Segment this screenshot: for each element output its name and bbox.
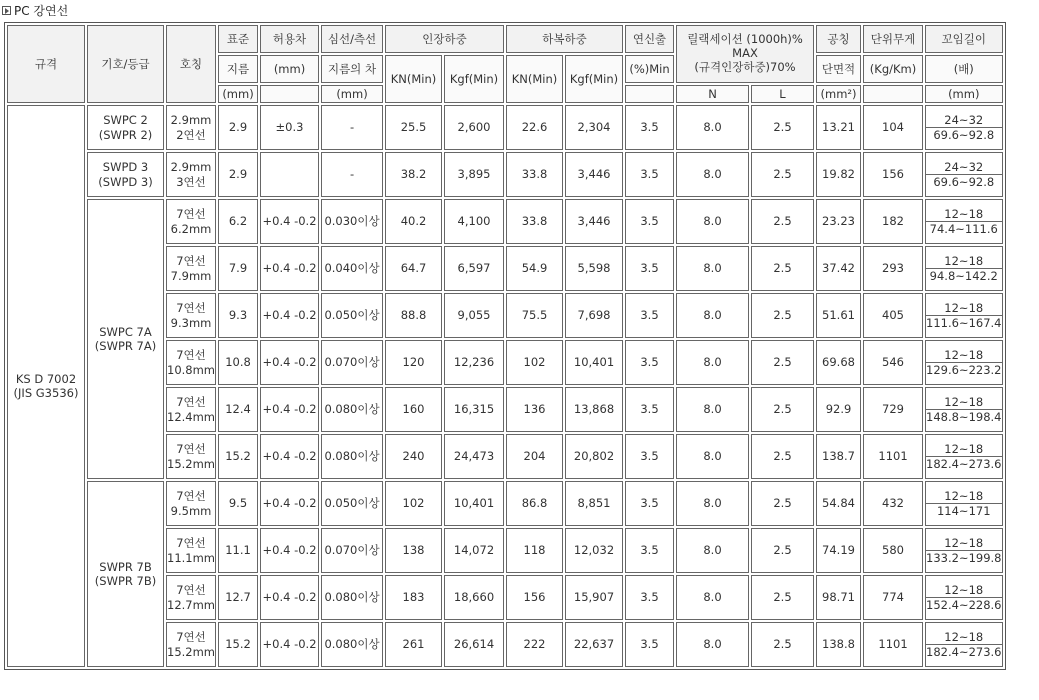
twist-cell	[925, 199, 1002, 244]
twist-length: 148.8~198.4	[926, 410, 1002, 424]
elongation-cell: 3.5	[625, 340, 674, 385]
tensile-kn-cell: 160	[385, 387, 442, 432]
header-area: 공칭	[816, 25, 861, 53]
twist-ratio: 12~18	[944, 488, 984, 503]
twist-cell	[925, 387, 1002, 432]
tensile-kn-cell: 120	[385, 340, 442, 385]
header-grade: 기호/등급	[87, 25, 164, 103]
diameter-cell: 12.7	[218, 575, 258, 620]
weight-cell: 182	[863, 199, 923, 244]
header-tensile-kn: KN(Min)	[385, 55, 442, 103]
elongation-cell: 3.5	[625, 293, 674, 338]
twist-cell	[925, 622, 1002, 667]
area-cell: 54.84	[816, 481, 861, 526]
header-core-unit: (mm)	[321, 85, 383, 103]
yield-kn-cell: 86.8	[506, 481, 563, 526]
section-title	[2, 2, 68, 18]
twist-length: 111.6~167.4	[926, 316, 1002, 330]
twist-stack	[926, 254, 1001, 284]
core-diff-cell: 0.050이상	[321, 481, 383, 526]
tensile-kn-cell: 138	[385, 528, 442, 573]
relax-n-cell: 8.0	[676, 199, 749, 244]
header-standard: 규격	[7, 25, 85, 103]
tensile-kn-cell: 40.2	[385, 199, 442, 244]
twist-stack	[926, 583, 1001, 613]
relax-n-cell: 8.0	[676, 340, 749, 385]
tensile-kn-cell: 64.7	[385, 246, 442, 291]
relax-l-cell: 2.5	[751, 199, 814, 244]
header-tensile-kgf: Kgf(Min)	[444, 55, 504, 103]
elongation-cell: 3.5	[625, 481, 674, 526]
twist-cell	[925, 528, 1002, 573]
header-area-2: 단면적	[816, 55, 861, 83]
tensile-kgf-cell: 12,236	[444, 340, 504, 385]
elongation-cell: 3.5	[625, 434, 674, 479]
twist-ratio: 12~18	[944, 347, 984, 362]
twist-cell	[925, 434, 1002, 479]
weight-cell: 774	[863, 575, 923, 620]
area-cell: 92.9	[816, 387, 861, 432]
twist-length: 182.4~273.6	[926, 457, 1002, 471]
diameter-cell: 15.2	[218, 434, 258, 479]
twist-stack	[926, 113, 1001, 143]
designation-cell: 2.9mm 3연선	[166, 152, 216, 197]
twist-length: 129.6~223.2	[926, 363, 1002, 377]
relax-l-cell: 2.5	[751, 481, 814, 526]
tolerance-cell: +0.4 -0.2	[260, 199, 319, 244]
twist-cell	[925, 152, 1002, 197]
twist-ratio: 12~18	[944, 441, 984, 456]
relax-n-cell: 8.0	[676, 434, 749, 479]
area-cell: 19.82	[816, 152, 861, 197]
yield-kgf-cell: 3,446	[565, 199, 623, 244]
header-elongation: 연신출	[625, 25, 674, 53]
diameter-cell: 9.3	[218, 293, 258, 338]
header-relaxation	[676, 25, 814, 83]
core-diff-cell: 0.070이상	[321, 340, 383, 385]
weight-cell: 580	[863, 528, 923, 573]
header-relaxation-3: (규격인장하중)70%	[694, 59, 796, 74]
yield-kn-cell: 136	[506, 387, 563, 432]
tensile-kgf-cell: 3,895	[444, 152, 504, 197]
tolerance-cell: +0.4 -0.2	[260, 293, 319, 338]
relax-l-cell: 2.5	[751, 293, 814, 338]
table-row	[7, 481, 1003, 526]
twist-cell	[925, 105, 1002, 150]
tolerance-cell: +0.4 -0.2	[260, 434, 319, 479]
header-core-2: 지름의 차	[321, 55, 383, 83]
twist-length: 69.6~92.8	[926, 127, 1001, 142]
yield-kgf-cell: 7,698	[565, 293, 623, 338]
designation-cell: 7연선 10.8mm	[166, 340, 216, 385]
area-cell: 51.61	[816, 293, 861, 338]
section-title-text: PC 강연선	[14, 3, 69, 18]
diameter-cell: 15.2	[218, 622, 258, 667]
yield-kgf-cell: 22,637	[565, 622, 623, 667]
tensile-kgf-cell: 16,315	[444, 387, 504, 432]
header-weight-blank	[863, 85, 923, 103]
header-relaxation-1: 릴랙세이션 (1000h)%	[687, 32, 803, 47]
header-twist-2: (배)	[925, 55, 1002, 83]
designation-cell: 7연선 6.2mm	[166, 199, 216, 244]
relax-l-cell: 2.5	[751, 105, 814, 150]
elongation-cell: 3.5	[625, 528, 674, 573]
designation-cell: 7연선 15.2mm	[166, 622, 216, 667]
tensile-kn-cell: 240	[385, 434, 442, 479]
tensile-kn-cell: 38.2	[385, 152, 442, 197]
core-diff-cell: 0.050이상	[321, 293, 383, 338]
twist-cell	[925, 246, 1002, 291]
weight-cell: 405	[863, 293, 923, 338]
header-tolerance-blank	[260, 85, 319, 103]
core-diff-cell: -	[321, 105, 383, 150]
elongation-cell: 3.5	[625, 105, 674, 150]
header-elongation-2: (%)Min	[625, 55, 674, 83]
yield-kn-cell: 75.5	[506, 293, 563, 338]
twist-stack	[926, 395, 1001, 425]
relax-l-cell: 2.5	[751, 575, 814, 620]
yield-kgf-cell: 3,446	[565, 152, 623, 197]
weight-cell: 156	[863, 152, 923, 197]
twist-length: 133.2~199.8	[926, 551, 1002, 565]
twist-stack	[926, 489, 1001, 519]
relax-l-cell: 2.5	[751, 434, 814, 479]
designation-cell: 2.9mm 2연선	[166, 105, 216, 150]
header-weight-2: (Kg/Km)	[863, 55, 923, 83]
core-diff-cell: 0.080이상	[321, 622, 383, 667]
relax-n-cell: 8.0	[676, 387, 749, 432]
header-tolerance-unit: (mm)	[260, 55, 319, 83]
tensile-kgf-cell: 9,055	[444, 293, 504, 338]
area-cell: 69.68	[816, 340, 861, 385]
yield-kn-cell: 204	[506, 434, 563, 479]
standard-cell: KS D 7002 (JIS G3536)	[7, 105, 85, 667]
header-yield: 하복하중	[506, 25, 623, 53]
header-relaxation-2: MAX	[732, 46, 758, 61]
table-row	[7, 199, 1003, 244]
relax-n-cell: 8.0	[676, 293, 749, 338]
diameter-cell: 6.2	[218, 199, 258, 244]
tensile-kn-cell: 25.5	[385, 105, 442, 150]
yield-kn-cell: 222	[506, 622, 563, 667]
tensile-kgf-cell: 24,473	[444, 434, 504, 479]
designation-cell: 7연선 12.7mm	[166, 575, 216, 620]
twist-stack	[926, 536, 1001, 566]
yield-kgf-cell: 13,868	[565, 387, 623, 432]
relax-n-cell: 8.0	[676, 105, 749, 150]
core-diff-cell: 0.080이상	[321, 575, 383, 620]
diameter-cell: 12.4	[218, 387, 258, 432]
header-area-unit: (mm²)	[816, 85, 861, 103]
tolerance-cell: +0.4 -0.2	[260, 481, 319, 526]
yield-kgf-cell: 8,851	[565, 481, 623, 526]
twist-length: 182.4~273.6	[926, 645, 1002, 659]
twist-length: 69.6~92.8	[926, 174, 1001, 189]
relax-n-cell: 8.0	[676, 575, 749, 620]
grade-cell: SWPD 3 (SWPD 3)	[87, 152, 164, 197]
yield-kgf-cell: 20,802	[565, 434, 623, 479]
twist-length: 114~171	[926, 503, 1001, 518]
yield-kgf-cell: 5,598	[565, 246, 623, 291]
yield-kn-cell: 118	[506, 528, 563, 573]
table-row	[7, 105, 1003, 150]
weight-cell: 104	[863, 105, 923, 150]
tolerance-cell: ±0.3	[260, 105, 319, 150]
elongation-cell: 3.5	[625, 622, 674, 667]
tolerance-cell: +0.4 -0.2	[260, 575, 319, 620]
diameter-cell: 9.5	[218, 481, 258, 526]
yield-kgf-cell: 2,304	[565, 105, 623, 150]
core-diff-cell: -	[321, 152, 383, 197]
tolerance-cell	[260, 152, 319, 197]
yield-kn-cell: 54.9	[506, 246, 563, 291]
header-weight: 단위무게	[863, 25, 923, 53]
relax-l-cell: 2.5	[751, 622, 814, 667]
tensile-kn-cell: 102	[385, 481, 442, 526]
yield-kgf-cell: 15,907	[565, 575, 623, 620]
diameter-cell: 7.9	[218, 246, 258, 291]
header-tolerance: 허용차	[260, 25, 319, 53]
area-cell: 13.21	[816, 105, 861, 150]
tolerance-cell: +0.4 -0.2	[260, 528, 319, 573]
weight-cell: 546	[863, 340, 923, 385]
elongation-cell: 3.5	[625, 199, 674, 244]
designation-cell: 7연선 12.4mm	[166, 387, 216, 432]
yield-kgf-cell: 10,401	[565, 340, 623, 385]
relax-n-cell: 8.0	[676, 528, 749, 573]
twist-ratio: 12~18	[944, 206, 984, 221]
twist-cell	[925, 340, 1002, 385]
header-twist-unit: (mm)	[925, 85, 1002, 103]
yield-kn-cell: 33.8	[506, 152, 563, 197]
twist-stack	[926, 348, 1001, 378]
core-diff-cell: 0.080이상	[321, 434, 383, 479]
core-diff-cell: 0.080이상	[321, 387, 383, 432]
diameter-cell: 2.9	[218, 105, 258, 150]
relax-l-cell: 2.5	[751, 246, 814, 291]
designation-cell: 7연선 9.5mm	[166, 481, 216, 526]
pc-strand-spec-table	[4, 22, 1006, 670]
relax-n-cell: 8.0	[676, 622, 749, 667]
twist-ratio: 12~18	[944, 535, 984, 550]
designation-cell: 7연선 7.9mm	[166, 246, 216, 291]
core-diff-cell: 0.070이상	[321, 528, 383, 573]
relax-l-cell: 2.5	[751, 528, 814, 573]
yield-kn-cell: 102	[506, 340, 563, 385]
core-diff-cell: 0.030이상	[321, 199, 383, 244]
core-diff-cell: 0.040이상	[321, 246, 383, 291]
weight-cell: 1101	[863, 434, 923, 479]
tensile-kn-cell: 88.8	[385, 293, 442, 338]
header-relax-l: L	[751, 85, 814, 103]
yield-kn-cell: 33.8	[506, 199, 563, 244]
tolerance-cell: +0.4 -0.2	[260, 246, 319, 291]
header-yield-kn: KN(Min)	[506, 55, 563, 103]
bullet-arrow-icon	[2, 6, 11, 15]
tensile-kn-cell: 183	[385, 575, 442, 620]
twist-stack	[926, 442, 1001, 472]
tolerance-cell: +0.4 -0.2	[260, 622, 319, 667]
header-designation: 호칭	[166, 25, 216, 103]
twist-ratio: 24~32	[944, 112, 984, 127]
designation-cell: 7연선 11.1mm	[166, 528, 216, 573]
header-nominal-dia-unit: (mm)	[218, 85, 258, 103]
grade-cell: SWPC 7A (SWPR 7A)	[87, 199, 164, 479]
grade-cell: SWPR 7B (SWPR 7B)	[87, 481, 164, 667]
weight-cell: 1101	[863, 622, 923, 667]
weight-cell: 293	[863, 246, 923, 291]
relax-n-cell: 8.0	[676, 246, 749, 291]
twist-ratio: 12~18	[944, 253, 984, 268]
yield-kgf-cell: 12,032	[565, 528, 623, 573]
header-relax-n: N	[676, 85, 749, 103]
twist-ratio: 12~18	[944, 629, 984, 644]
designation-cell: 7연선 15.2mm	[166, 434, 216, 479]
designation-cell: 7연선 9.3mm	[166, 293, 216, 338]
tolerance-cell: +0.4 -0.2	[260, 387, 319, 432]
elongation-cell: 3.5	[625, 152, 674, 197]
tensile-kgf-cell: 18,660	[444, 575, 504, 620]
area-cell: 37.42	[816, 246, 861, 291]
twist-cell	[925, 481, 1002, 526]
weight-cell: 432	[863, 481, 923, 526]
table-row	[7, 152, 1003, 197]
twist-cell	[925, 293, 1002, 338]
tolerance-cell: +0.4 -0.2	[260, 340, 319, 385]
yield-kn-cell: 22.6	[506, 105, 563, 150]
area-cell: 138.8	[816, 622, 861, 667]
twist-stack	[926, 207, 1001, 237]
twist-cell	[925, 575, 1002, 620]
tensile-kgf-cell: 4,100	[444, 199, 504, 244]
tensile-kgf-cell: 6,597	[444, 246, 504, 291]
twist-stack	[926, 630, 1001, 660]
twist-ratio: 12~18	[944, 394, 984, 409]
twist-ratio: 12~18	[944, 582, 984, 597]
yield-kn-cell: 156	[506, 575, 563, 620]
relax-l-cell: 2.5	[751, 340, 814, 385]
twist-length: 152.4~228.6	[926, 598, 1002, 612]
diameter-cell: 2.9	[218, 152, 258, 197]
relax-n-cell: 8.0	[676, 481, 749, 526]
elongation-cell: 3.5	[625, 387, 674, 432]
twist-stack	[926, 160, 1001, 190]
elongation-cell: 3.5	[625, 246, 674, 291]
relax-l-cell: 2.5	[751, 152, 814, 197]
twist-ratio: 24~32	[944, 159, 984, 174]
area-cell: 98.71	[816, 575, 861, 620]
header-twist: 꼬임길이	[925, 25, 1002, 53]
header-core: 심선/측선	[321, 25, 383, 53]
tensile-kgf-cell: 10,401	[444, 481, 504, 526]
grade-cell: SWPC 2 (SWPR 2)	[87, 105, 164, 150]
relax-l-cell: 2.5	[751, 387, 814, 432]
header-nominal-dia-2: 지름	[218, 55, 258, 83]
tensile-kgf-cell: 14,072	[444, 528, 504, 573]
twist-length: 74.4~111.6	[926, 221, 1001, 236]
area-cell: 23.23	[816, 199, 861, 244]
tensile-kgf-cell: 2,600	[444, 105, 504, 150]
area-cell: 74.19	[816, 528, 861, 573]
twist-ratio: 12~18	[944, 300, 984, 315]
relax-n-cell: 8.0	[676, 152, 749, 197]
header-elongation-blank	[625, 85, 674, 103]
header-yield-kgf: Kgf(Min)	[565, 55, 623, 103]
area-cell: 138.7	[816, 434, 861, 479]
twist-length: 94.8~142.2	[926, 268, 1001, 283]
header-tensile: 인장하중	[385, 25, 504, 53]
header-nominal-dia: 표준	[218, 25, 258, 53]
diameter-cell: 11.1	[218, 528, 258, 573]
tensile-kn-cell: 261	[385, 622, 442, 667]
elongation-cell: 3.5	[625, 575, 674, 620]
twist-stack	[926, 301, 1001, 331]
tensile-kgf-cell: 26,614	[444, 622, 504, 667]
weight-cell: 729	[863, 387, 923, 432]
diameter-cell: 10.8	[218, 340, 258, 385]
